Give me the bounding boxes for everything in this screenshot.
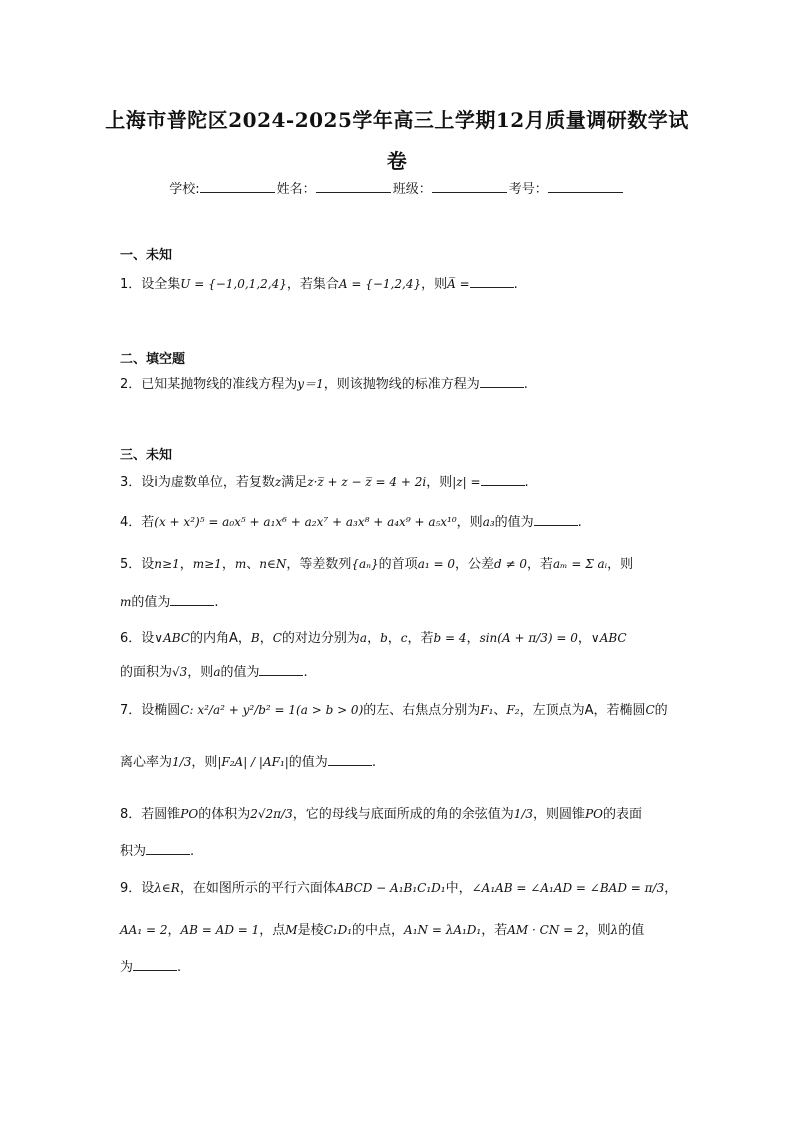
q-text: 中， — [445, 881, 472, 896]
math-expr: B — [250, 631, 260, 645]
math-expr: ∠A₁AB = ∠A₁AD = ∠BAD = π/3 — [471, 881, 665, 895]
q-text: 设椭圆 — [141, 703, 181, 718]
math-expr: |F₂A| / |AF₁| — [217, 755, 289, 769]
math-expr: λ — [610, 923, 619, 937]
math-expr: C — [272, 631, 282, 645]
math-expr: A̅ = — [447, 277, 470, 291]
q-text: ， — [387, 631, 401, 646]
q-text: 的值为 — [131, 595, 171, 610]
q-text: 的首项 — [378, 557, 418, 572]
math-expr: m — [120, 595, 132, 609]
math-expr: c — [400, 631, 408, 645]
math-expr: a — [359, 631, 368, 645]
answer-blank[interactable] — [480, 375, 524, 388]
q-text: 设 — [141, 881, 155, 896]
math-expr: F₁ — [480, 703, 494, 717]
q-text: ， — [577, 631, 591, 646]
name-label: 姓名： — [276, 182, 316, 197]
q-text: . — [177, 960, 182, 975]
math-expr: z — [274, 475, 282, 489]
math-expr: ∨ABC — [154, 631, 190, 645]
name-blank — [316, 180, 391, 193]
math-expr: AM · CN = 2 — [507, 923, 585, 937]
answer-blank[interactable] — [534, 513, 578, 526]
q-text: ， — [466, 631, 480, 646]
math-expr: n∈N — [259, 557, 287, 571]
q-text: 的值 — [618, 923, 645, 938]
q-text: 满足 — [281, 475, 308, 490]
student-info-line — [0, 178, 794, 197]
math-expr: ABCD − A₁B₁C₁D₁ — [335, 881, 446, 895]
answer-blank[interactable] — [470, 275, 514, 288]
class-blank — [432, 180, 507, 193]
math-expr: a₃ — [482, 515, 495, 529]
question-number: 2． — [120, 377, 142, 392]
question-6 — [120, 628, 680, 649]
class-label: 班级： — [392, 182, 432, 197]
q-text: 若 — [141, 515, 155, 530]
q-text: ，则 — [421, 277, 448, 292]
math-expr: z·z̅ + z − z̅ = 4 + 2i — [307, 475, 427, 489]
question-number: 7． — [120, 703, 142, 718]
q-text: . — [524, 475, 529, 490]
q-text: . — [513, 277, 518, 292]
math-expr: a₁ = 0 — [417, 557, 455, 571]
math-expr: A₁N = λA₁D₁ — [404, 923, 482, 937]
question-2 — [120, 374, 680, 395]
answer-blank[interactable] — [146, 842, 190, 855]
q-text: ，则该抛物线的标准方程为 — [323, 377, 480, 392]
math-expr: d ≠ 0 — [494, 557, 527, 571]
question-1 — [120, 274, 680, 295]
math-expr: b — [380, 631, 388, 645]
q-text: . — [371, 755, 376, 770]
q-text: 、 — [246, 557, 260, 572]
q-text: ，若集合 — [286, 277, 339, 292]
math-expr: (x + x²)⁵ = a₀x⁵ + a₁x⁶ + a₂x⁷ + a₃x⁸ + a₄x⁹ + a₅x¹⁰ — [154, 515, 457, 529]
math-expr: √3 — [172, 665, 188, 679]
school-label: 学校: — [169, 182, 200, 197]
q-text: 积为 — [120, 844, 147, 859]
section-heading-2: 二、填空题 — [120, 352, 186, 367]
q-text: ， — [167, 923, 181, 938]
page-title — [100, 100, 694, 182]
question-number: 4． — [120, 515, 142, 530]
q-text: ，若 — [407, 631, 434, 646]
q-text: 、 — [493, 703, 507, 718]
q-text: ，等差数列 — [286, 557, 352, 572]
math-expr: a — [213, 665, 221, 679]
q-text: 的值为 — [220, 665, 260, 680]
math-expr: C — [645, 703, 655, 717]
q-text: . — [214, 595, 219, 610]
q-text: ， — [664, 881, 678, 896]
math-expr: aₘ = Σ aᵢ — [553, 557, 608, 571]
q-text: ，公差 — [454, 557, 494, 572]
section-heading-3: 三、未知 — [120, 448, 173, 463]
answer-blank[interactable] — [481, 473, 525, 486]
math-expr: {aₙ} — [351, 557, 379, 571]
question-5 — [120, 554, 680, 575]
question-number: 3． — [120, 475, 142, 490]
q-text: ，左顶点为A，若椭圆 — [519, 703, 646, 718]
q-text: ，则 — [584, 923, 611, 938]
math-expr: PO — [180, 807, 199, 821]
section-heading-1: 一、未知 — [120, 248, 173, 263]
math-expr: |z| = — [452, 475, 481, 489]
q-text: ， — [259, 631, 273, 646]
question-9-cont2 — [120, 958, 680, 978]
math-expr: 1/3 — [172, 755, 192, 769]
q-text: ，它的母线与底面所成的角的余弦值为 — [292, 807, 514, 822]
answer-blank[interactable] — [133, 958, 177, 971]
question-9 — [120, 878, 680, 899]
question-number: 9． — [120, 881, 142, 896]
number-label: 考号： — [508, 182, 548, 197]
math-expr: n≥1 — [154, 557, 180, 571]
question-number: 5． — [120, 557, 142, 572]
math-expr: AB = AD = 1 — [180, 923, 260, 937]
q-text: ，若 — [527, 557, 554, 572]
q-text: 的体积为 — [198, 807, 251, 822]
q-text: ，则 — [456, 515, 483, 530]
question-7 — [120, 700, 680, 721]
q-text: ，则 — [187, 665, 214, 680]
question-8 — [120, 804, 680, 825]
q-text: . — [577, 515, 582, 530]
math-expr: M — [285, 923, 298, 937]
q-text: 为 — [120, 960, 134, 975]
math-expr: λ∈R — [154, 881, 180, 895]
answer-blank[interactable] — [259, 663, 303, 676]
q-text: 设i为虚数单位，若复数 — [141, 475, 275, 490]
math-expr: b = 4 — [433, 631, 467, 645]
q-text: . — [303, 665, 308, 680]
math-expr: C: x²/a² + y²/b² = 1(a > b > 0) — [180, 703, 364, 717]
question-5-cont — [120, 592, 680, 613]
q-text: 的值为 — [494, 515, 534, 530]
math-expr: U = {−1,0,1,2,4} — [180, 277, 287, 291]
math-expr: ∨ABC — [590, 631, 627, 645]
q-text: 的内角A， — [189, 631, 251, 646]
q-text: . — [190, 844, 195, 859]
q-text: 是棱 — [297, 923, 324, 938]
question-8-cont — [120, 842, 680, 862]
q-text: ，点 — [259, 923, 286, 938]
q-text: 的左、右焦点分别为 — [363, 703, 481, 718]
math-expr: m≥1 — [192, 557, 222, 571]
q-text: 已知某抛物线的准线方程为 — [141, 377, 298, 392]
q-text: 的表面 — [602, 807, 642, 822]
question-7-cont — [120, 752, 680, 773]
question-number: 1． — [120, 277, 142, 292]
math-expr: A = {−1,2,4} — [338, 277, 422, 291]
math-expr: F₂ — [506, 703, 520, 717]
q-text: 离心率为 — [120, 755, 173, 770]
question-3 — [120, 472, 680, 493]
math-expr: 1/3 — [513, 807, 534, 821]
q-text: 设 — [141, 557, 155, 572]
math-expr: C₁D₁ — [323, 923, 353, 937]
q-text: . — [523, 377, 528, 392]
school-blank — [200, 180, 275, 193]
q-text: 的中点， — [352, 923, 405, 938]
math-expr: sin(A + π/3) = 0 — [479, 631, 578, 645]
q-text: 若圆锥 — [141, 807, 181, 822]
title-line-1: 上海市普陀区2024-2025学年高三上学期12月质量调研数学试 — [105, 108, 689, 132]
question-number: 8． — [120, 807, 142, 822]
answer-blank[interactable] — [170, 593, 214, 606]
q-text: ， — [367, 631, 381, 646]
q-text: ，则 — [426, 475, 453, 490]
q-text: 的值为 — [288, 755, 328, 770]
q-text: ，在如图所示的平行六面体 — [179, 881, 336, 896]
q-text: ， — [179, 557, 193, 572]
math-expr: 2√2π/3 — [250, 807, 293, 821]
question-6-cont — [120, 662, 680, 683]
number-blank — [548, 180, 623, 193]
math-expr: PO — [585, 807, 603, 821]
q-text: 的面积为 — [120, 665, 173, 680]
math-expr: m — [234, 557, 247, 571]
q-text: ， — [221, 557, 235, 572]
q-text: 的对边分别为 — [281, 631, 360, 646]
q-text: 设全集 — [141, 277, 181, 292]
q-text: ，则 — [191, 755, 218, 770]
q-text: ，则 — [607, 557, 634, 572]
math-expr: AA₁ = 2 — [120, 923, 168, 937]
question-4 — [120, 512, 680, 533]
q-text: 的 — [654, 703, 668, 718]
math-expr: y＝1 — [297, 377, 324, 391]
title-line-2: 卷 — [386, 149, 408, 173]
question-number: 6． — [120, 631, 142, 646]
question-9-cont — [120, 920, 680, 941]
q-text: ，若 — [481, 923, 508, 938]
answer-blank[interactable] — [328, 753, 372, 766]
q-text: 设 — [141, 631, 155, 646]
q-text: ，则圆锥 — [533, 807, 586, 822]
